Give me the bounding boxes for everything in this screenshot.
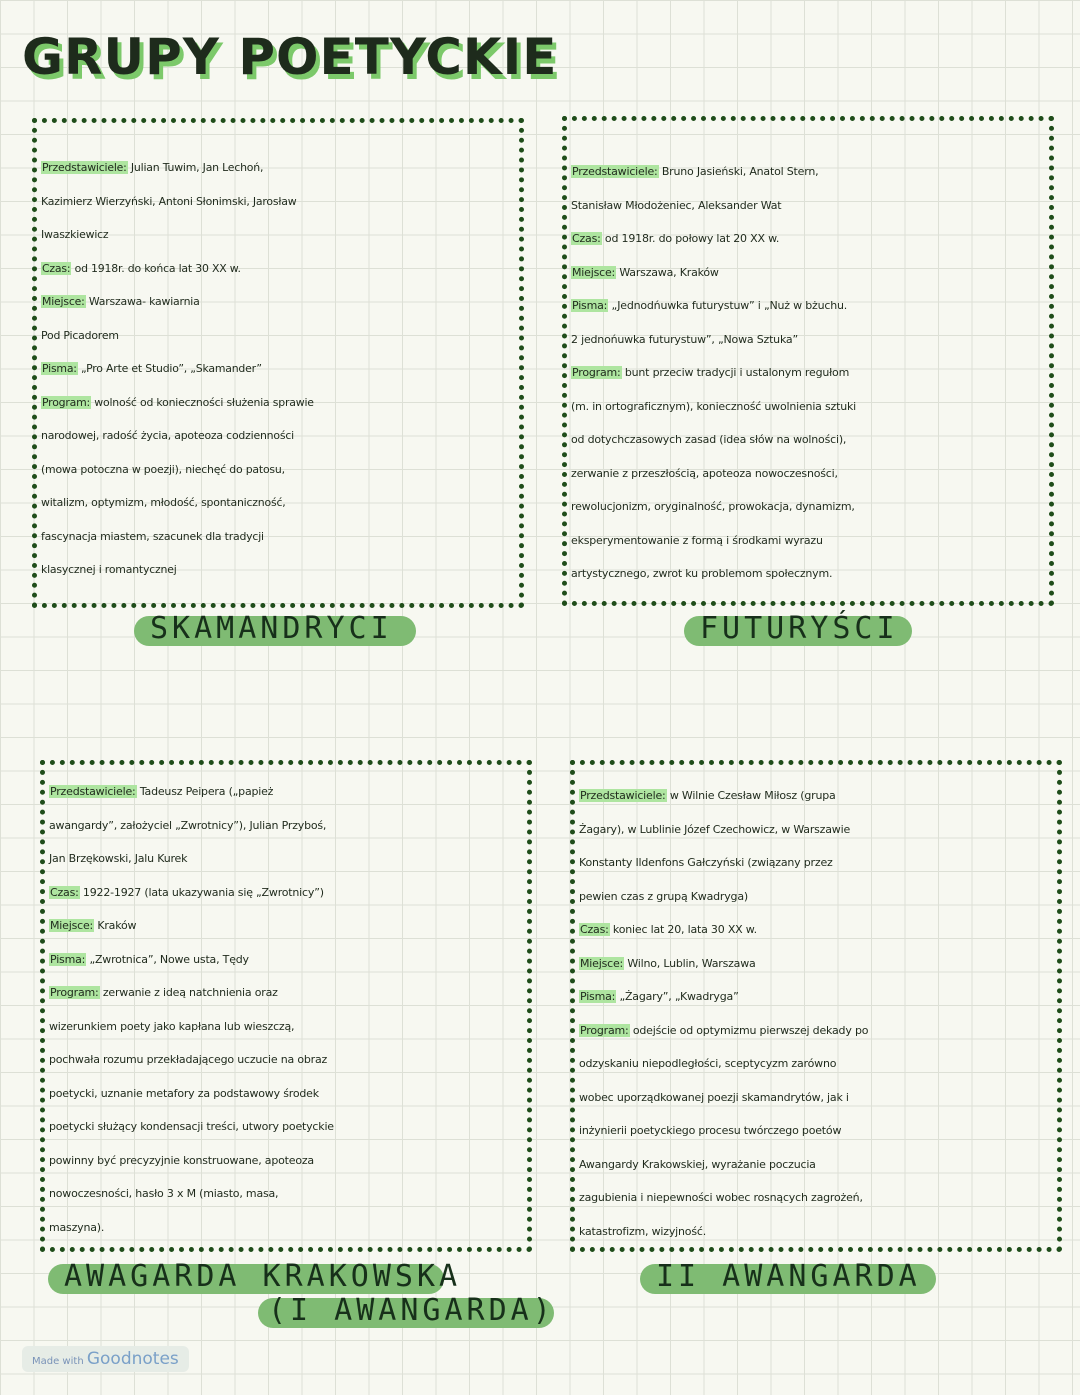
field-text: Tadeusz Peipera („papież: [136, 785, 274, 798]
i-awangarda-caption: (I AWANGARDA): [258, 1298, 554, 1328]
field-text: Bruno Jasieński, Anatol Stern,: [658, 165, 819, 178]
note-line: [49, 909, 523, 943]
skamandryci-box: [32, 118, 524, 608]
field-text: poetycki służący kondensacji treści, utwory poetyckie: [49, 1120, 334, 1133]
field-text: zerwanie z ideą natchnienia oraz: [99, 986, 278, 999]
page-title: GRUPY POETYCKIE: [22, 28, 558, 86]
note-line: [571, 356, 1045, 390]
field-text: nowoczesności, hasło 3 x M (miasto, masa,: [49, 1187, 279, 1200]
note-line: [49, 1010, 523, 1044]
note-line: [571, 323, 1045, 357]
note-line: [579, 1014, 1053, 1048]
note-line: [579, 880, 1053, 914]
field-text: Kazimierz Wierzyński, Antoni Słonimski, Jarosław: [41, 194, 297, 208]
field-text: Konstanty Ildenfons Gałczyński (związany przez: [579, 856, 833, 869]
note-line: [49, 842, 523, 876]
field-text: pewien czas z grupą Kwadryga): [579, 889, 748, 903]
note-line: [571, 390, 1045, 424]
field-text: powinny być precyzyjnie konstruowane, apoteoza: [49, 1153, 314, 1167]
field-text: Pod Picadorem: [41, 328, 119, 342]
field-label: Pisma:: [580, 990, 616, 1003]
note-line: [49, 1110, 523, 1144]
field-text: (m. in ortograficznym), konieczność uwolnienia sztuki: [571, 399, 857, 413]
note-line: [41, 520, 515, 554]
field-label: Czas:: [580, 923, 609, 936]
field-text: wolność od konieczności służenia sprawie: [91, 395, 314, 409]
note-line: [49, 1144, 523, 1178]
note-line: [579, 1148, 1053, 1182]
note-line: [49, 1211, 523, 1245]
note-line: [41, 352, 515, 386]
field-text: od dotychczasowych zasad (idea słów na wolności),: [571, 433, 847, 446]
note-line: [49, 943, 523, 977]
field-text: pochwała rozumu przekładającego uczucie na obraz: [49, 1053, 328, 1066]
field-label: Czas:: [50, 885, 79, 899]
note-line: [579, 1181, 1053, 1215]
field-text: Awangardy Krakowskiej, wyrażanie poczucia: [579, 1157, 816, 1171]
note-line: [41, 285, 515, 319]
field-text: koniec lat 20, lata 30 XX w.: [609, 923, 757, 936]
field-label: Miejsce:: [50, 919, 94, 932]
note-line: [579, 947, 1053, 981]
field-text: (mowa potoczna w poezji), niechęć do patosu,: [41, 462, 285, 476]
note-line: [579, 1047, 1053, 1081]
field-text: 2 jednońuwka futurystuw”, „Nowa Sztuka”: [571, 332, 798, 346]
field-label: Program:: [572, 366, 621, 379]
field-text: Wilno, Lublin, Warszawa: [624, 956, 756, 970]
field-label: Miejsce:: [580, 956, 624, 970]
field-label: Przedstawiciele:: [572, 165, 658, 178]
field-text: narodowej, radość życia, apoteoza codzienności: [41, 429, 294, 442]
field-text: zerwanie z przeszłością, apoteoza nowoczesności,: [571, 466, 838, 480]
field-text: rewolucjonizm, oryginalność, prowokacja, dynamizm,: [571, 500, 855, 513]
field-text: Julian Tuwim, Jan Lechoń,: [127, 161, 264, 174]
awangarda-krakowska-caption: AWAGARDA KRAKOWSKA: [48, 1264, 444, 1294]
note-line: [41, 319, 515, 353]
note-line: [579, 779, 1053, 813]
field-text: eksperymentowanie z formą i środkami wyrazu: [571, 533, 823, 547]
note-line: [41, 252, 515, 286]
field-text: Warszawa- kawiarnia: [85, 295, 200, 308]
note-line: [49, 976, 523, 1010]
field-text: „Pro Arte et Studio”, „Skamander”: [77, 362, 262, 375]
ii-awangarda-box: [570, 760, 1062, 1252]
field-text: „Jednodńuwka futurystuw” i „Nuż w bżuchu.: [608, 299, 848, 312]
field-text: Warszawa, Kraków: [616, 265, 719, 279]
field-label: Program:: [580, 1023, 629, 1037]
field-label: Przedstawiciele:: [580, 789, 666, 802]
field-text: inżynierii poetyckiego procesu twórczego poetów: [579, 1124, 842, 1137]
field-label: Pisma:: [572, 299, 608, 312]
field-text: 1922-1927 (lata ukazywania się „Zwrotnicy”): [79, 885, 324, 899]
field-label: Miejsce:: [42, 295, 85, 308]
field-text: Jan Brzękowski, Jalu Kurek: [49, 852, 188, 865]
field-text: zagubienia i niepewności wobec rosnących zagrożeń,: [579, 1191, 863, 1204]
note-line: [49, 1077, 523, 1111]
field-text: witalizm, optymizm, młodość, spontaniczność,: [41, 496, 286, 509]
note-line: [41, 553, 515, 587]
note-line: [579, 1215, 1053, 1249]
field-text: poetycki, uznanie metafory za podstawowy środek: [49, 1086, 319, 1100]
field-label: Program:: [42, 395, 91, 409]
note-line: [579, 1114, 1053, 1148]
note-line: [41, 151, 515, 185]
note-line: [41, 486, 515, 520]
futurysci-box: [562, 116, 1054, 606]
note-line: [571, 289, 1045, 323]
field-text: awangardy”, założyciel „Zwrotnicy”), Julian Przyboś,: [49, 818, 327, 832]
futurysci-caption: FUTURYŚCI: [684, 616, 912, 646]
note-line: [571, 423, 1045, 457]
note-line: [571, 524, 1045, 558]
note-line: [571, 457, 1045, 491]
note-line: [579, 913, 1053, 947]
note-line: [49, 1043, 523, 1077]
note-line: [579, 1081, 1053, 1115]
field-text: od 1918r. do końca lat 30 XX w.: [71, 261, 241, 275]
field-text: Iwaszkiewicz: [41, 228, 109, 241]
note-line: [579, 980, 1053, 1014]
note-line: [49, 1177, 523, 1211]
note-line: [571, 155, 1045, 189]
field-text: klasycznej i romantycznej: [41, 563, 177, 576]
field-text: od 1918r. do połowy lat 20 XX w.: [601, 232, 780, 245]
note-line: [41, 386, 515, 420]
note-line: [49, 775, 523, 809]
note-line: [571, 256, 1045, 290]
field-label: Program:: [50, 986, 99, 999]
note-line: [571, 490, 1045, 524]
goodnotes-watermark: Made with Goodnotes: [22, 1346, 189, 1372]
field-text: artystycznego, zwrot ku problemom społecznym.: [571, 567, 833, 580]
field-label: Czas:: [572, 232, 601, 245]
field-text: odzyskaniu niepodległości, sceptycyzm zarówno: [579, 1057, 837, 1070]
field-text: fascynacja miastem, szacunek dla tradycji: [41, 529, 264, 543]
field-text: wobec uporządkowanej poezji skamandrytów, jak i: [579, 1090, 849, 1104]
field-text: maszyna).: [49, 1220, 105, 1234]
field-label: Pisma:: [50, 952, 86, 966]
note-line: [41, 218, 515, 252]
note-line: [49, 876, 523, 910]
field-label: Czas:: [42, 261, 71, 275]
note-line: [571, 222, 1045, 256]
field-text: katastrofizm, wizyjność.: [579, 1224, 707, 1238]
field-label: Przedstawiciele:: [50, 785, 136, 798]
note-line: [41, 185, 515, 219]
skamandryci-caption: SKAMANDRYCI: [134, 616, 416, 646]
field-text: „Żagary”, „Kwadryga”: [616, 990, 739, 1003]
awangarda-krakowska-box: [40, 760, 532, 1252]
field-text: Żagary), w Lublinie Józef Czechowicz, w Warszawie: [579, 822, 851, 836]
note-line: [571, 189, 1045, 223]
field-label: Miejsce:: [572, 265, 616, 279]
field-label: Przedstawiciele:: [42, 161, 127, 174]
note-line: [579, 846, 1053, 880]
field-text: w Wilnie Czesław Miłosz (grupa: [666, 789, 836, 802]
field-text: Kraków: [94, 919, 137, 932]
field-text: „Zwrotnica”, Nowe usta, Tędy: [86, 952, 249, 966]
field-text: Stanisław Młodożeniec, Aleksander Wat: [571, 198, 782, 212]
note-line: [49, 809, 523, 843]
ii-awangarda-caption: II AWANGARDA: [640, 1264, 936, 1294]
field-text: wizerunkiem poety jako kapłana lub wieszczą,: [49, 1019, 295, 1033]
note-line: [579, 813, 1053, 847]
note-line: [571, 557, 1045, 591]
field-text: bunt przeciw tradycji i ustalonym regułom: [621, 366, 850, 379]
field-text: odejście od optymizmu pierwszej dekady po: [629, 1023, 869, 1037]
note-line: [41, 419, 515, 453]
field-label: Pisma:: [42, 362, 77, 375]
note-line: [41, 453, 515, 487]
